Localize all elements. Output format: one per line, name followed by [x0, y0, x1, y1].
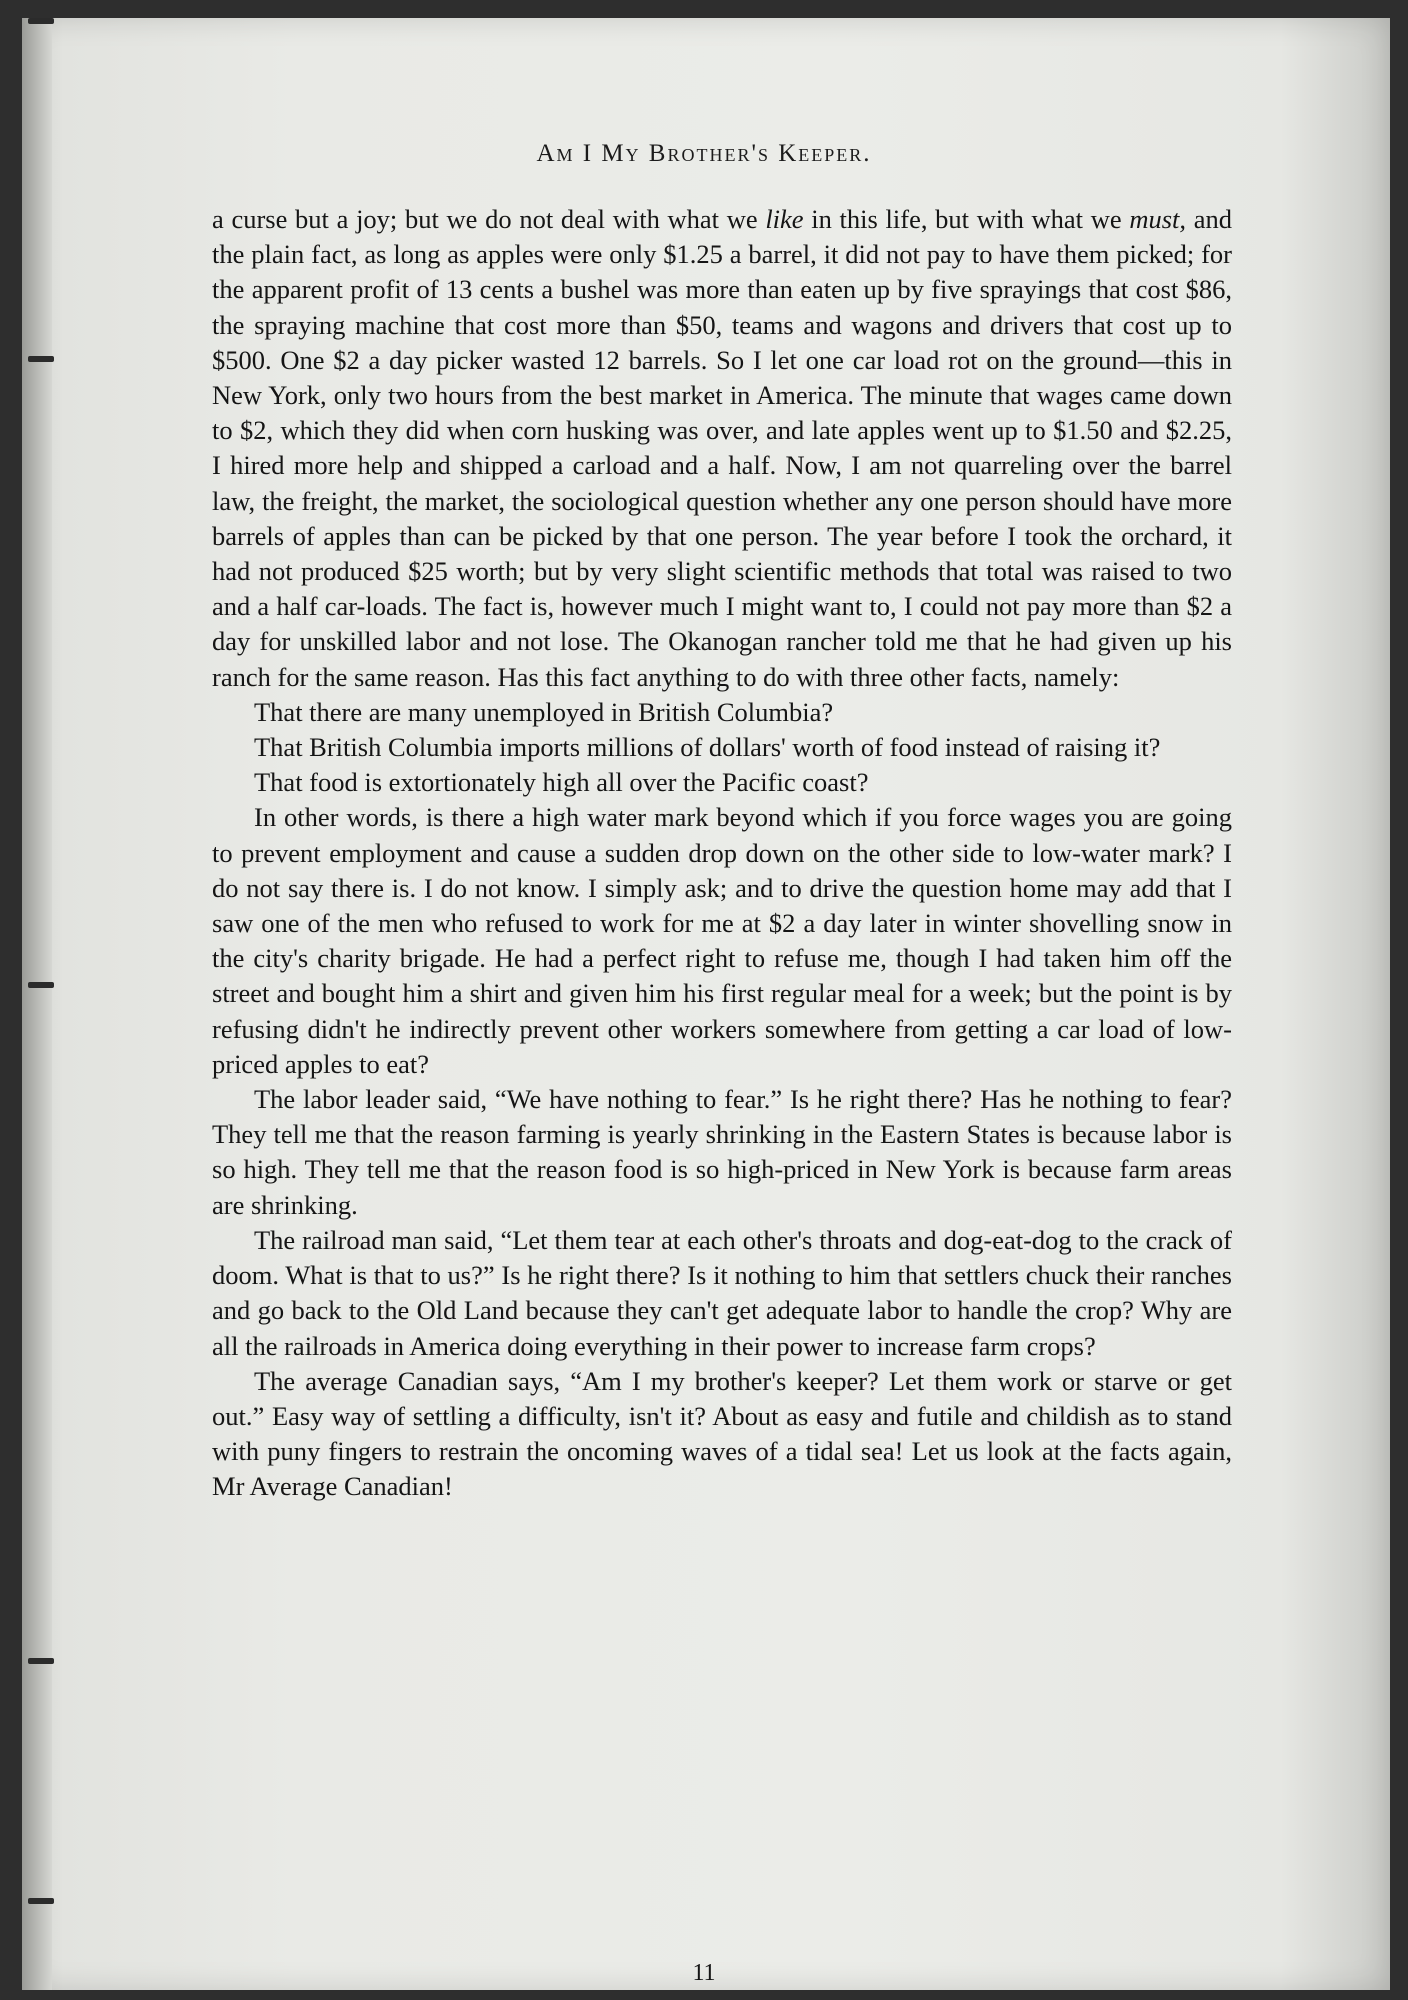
binding-staple [28, 356, 54, 362]
paragraph [212, 1223, 1232, 1364]
paragraph [212, 202, 1232, 695]
paragraph-text: That food is extortionately high all over the Pacific coast? [254, 767, 869, 798]
paragraph-text: The railroad man said, “Let them tear at each other's throats and dog-eat-dog to the crack of doom. What is that to us?” Is he right there? Is it nothing to him that settlers chuck their ranches and go back to the Old Land because they can't get adequate labor to handle the crop? Why are all the railroads in America doing everything in their power to increase farm crops? [212, 1224, 1232, 1361]
paragraph-text: a curse but a joy; but we do not deal with what we [212, 204, 766, 234]
paragraph [212, 800, 1232, 1082]
running-head: Am I My Brother's Keeper. [536, 140, 872, 167]
paragraph [212, 695, 1232, 730]
paragraph-text: The labor leader said, “We have nothing to fear.” Is he right there? Has he nothing to fear? They tell me that the reason farming is yearly shrinking in the Eastern States is because labor is so high. They tell me that the reason food is so high-priced in New York is because farm areas are shrinking. [212, 1084, 1232, 1220]
binding-staple [28, 982, 54, 988]
paragraph-text: In other words, is there a high water mark beyond which if you force wages you are going to prevent employment and cause a sudden drop down on the other side to low-water mark? I do not say there is. I do not know. I simply ask; and to drive the question home may add that I saw one of the men who refused to work for me at $2 a day later in winter shovelling snow in the city's charity brigade. He had a perfect right to refuse me, though I had taken him off the street and bought him a shirt and given him his first regular meal for a week; but the point is by refusing didn't he indirectly prevent other workers somewhere from getting a car load of low-priced apples to eat? [212, 802, 1232, 1079]
paragraph-text: The average Canadian says, “Am I my brother's keeper? Let them work or starve or get out.” Easy way of settling a difficulty, isn't it? About as easy and futile and childish as to stand with puny fingers to restrain the oncoming waves of a tidal sea! Let us look at the facts again, Mr Average Canadian! [212, 1365, 1232, 1502]
italic-text: like [765, 204, 804, 234]
paragraph-text: That British Columbia imports millions of dollars' worth of food instead of raising it? [254, 732, 1161, 763]
page-number: 11 [692, 1960, 716, 1986]
paragraph-text: That there are many unemployed in British Columbia? [254, 696, 834, 727]
paragraph [212, 765, 1232, 800]
paragraph-text: and the plain fact, as long as apples were only $1.25 a barrel, it did not pay to have them picked; for the apparent profit of 13 cents a bushel was more than eaten up by five sprayings that cost $86, the spraying machine that cost more than $50, teams and wagons and drivers that cost up to $500. One $2 a day picker wasted 12 barrels. So I let one car load rot on the ground—this in New York, only two hours from the best market in America. The minute that wages came down to $2, which they did when corn husking was over, and late apples went up to $1.50 and $2.25, I hired more help and shipped a carload and a half. Now, I am not quarreling over the barrel law, the freight, the market, the sociological question whether any one person should have more barrels of apples than can be picked by that one person. The year before I took the orchard, it had not produced $25 worth; but by very slight scientific methods that total was raised to two and a half car-loads. The fact is, however much I might want to, I could not pay more than $2 a day for unskilled labor and not lose. The Okanogan rancher told me that he had given up his ranch for the same reason. Has this fact anything to do with three other facts, namely: [212, 204, 1232, 692]
binding-staple [28, 1658, 54, 1664]
page-binding [22, 18, 52, 1990]
paragraph-text: in this life, but with what we [803, 204, 1130, 234]
italic-text: must, [1129, 204, 1187, 234]
binding-staple [28, 18, 54, 24]
body-text [212, 202, 1232, 1505]
paragraph [212, 1082, 1232, 1223]
paragraph [212, 730, 1232, 765]
binding-staple [28, 1898, 54, 1904]
paragraph [212, 1364, 1232, 1505]
